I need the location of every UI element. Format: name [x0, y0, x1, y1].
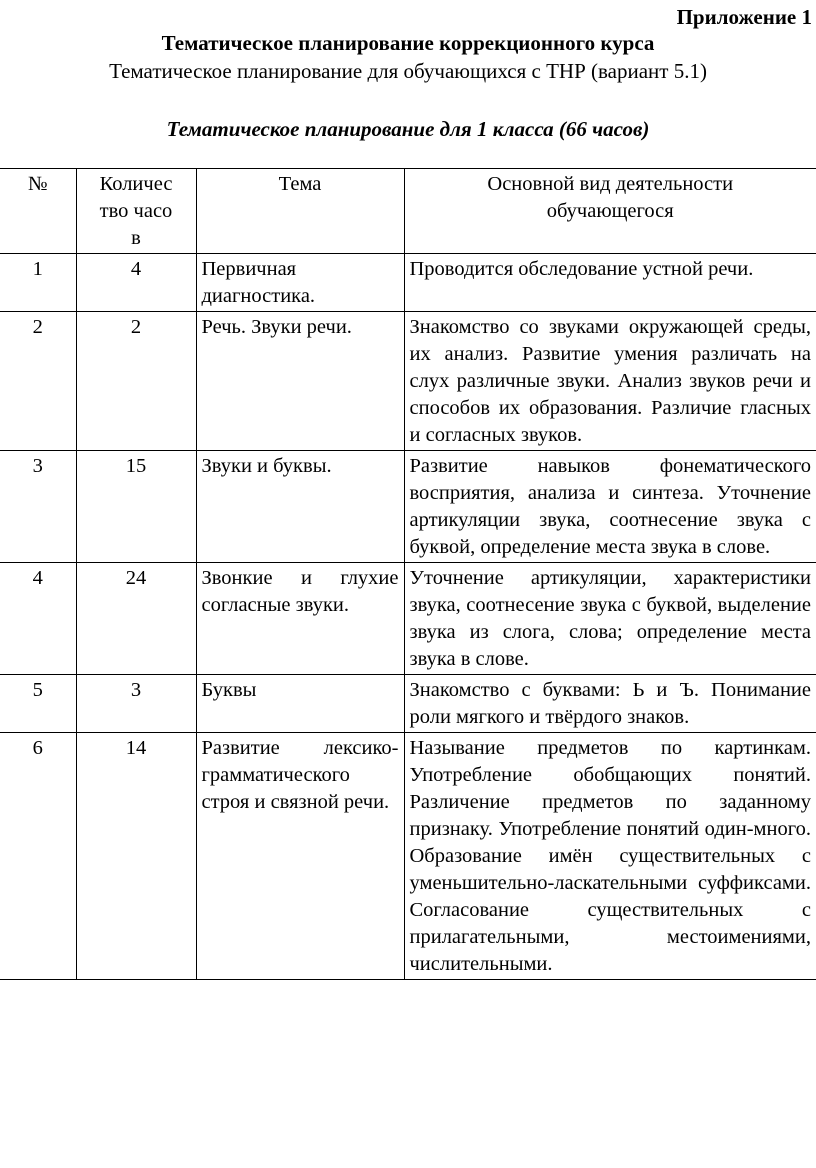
row-topic: Звонкие и глухие согласные звуки. — [196, 563, 404, 675]
row-hours: 15 — [76, 451, 196, 563]
row-hours: 14 — [76, 733, 196, 980]
row-topic: Развитие лексико-грамматического строя и связной речи. — [196, 733, 404, 980]
row-number: 3 — [0, 451, 76, 563]
row-activity: Уточнение артикуляции, характеристики звука, соотнесение звука с буквой, выделение звука из слога, слова; определение места звука в слове. — [404, 563, 816, 675]
table-row — [0, 563, 816, 675]
row-topic: Звуки и буквы. — [196, 451, 404, 563]
column-header-activity: Основной вид деятельности обучающегося — [404, 169, 816, 254]
document-subtitle: Тематическое планирование для обучающихся с ТНР (вариант 5.1) — [109, 59, 707, 83]
row-activity: Знакомство с буквами: Ь и Ъ. Понимание роли мягкого и твёрдого знаков. — [404, 675, 816, 733]
row-topic: Первичная диагностика. — [196, 254, 404, 312]
appendix-label: Приложение 1 — [676, 5, 812, 29]
table-row — [0, 312, 816, 451]
planning-table — [0, 168, 816, 980]
table-row — [0, 254, 816, 312]
table-row — [0, 675, 816, 733]
column-header-hours: Количество часов — [76, 169, 196, 254]
row-topic: Буквы — [196, 675, 404, 733]
row-activity: Проводится обследование устной речи. — [404, 254, 816, 312]
row-number: 6 — [0, 733, 76, 980]
table-header-row — [0, 169, 816, 254]
row-activity: Называние предметов по картинкам. Употребление обобщающих понятий. Различение предметов по заданному признаку. Употребление понятий один-много. Образование имён существительных с уменьшительно-ласкательными суффиксами. Согласование существительных с прилагательными, местоимениями, числительными. — [404, 733, 816, 980]
row-hours: 24 — [76, 563, 196, 675]
row-hours: 3 — [76, 675, 196, 733]
row-hours: 2 — [76, 312, 196, 451]
row-activity: Знакомство со звуками окружающей среды, их анализ. Развитие умения различать на слух различные звуки. Анализ звуков речи и способов их образования. Различие гласных и согласных звуков. — [404, 312, 816, 451]
row-number: 2 — [0, 312, 76, 451]
row-number: 5 — [0, 675, 76, 733]
row-topic: Речь. Звуки речи. — [196, 312, 404, 451]
row-number: 4 — [0, 563, 76, 675]
table-row — [0, 451, 816, 563]
grade-title: Тематическое планирование для 1 класса (66 часов) — [166, 117, 650, 141]
table-row — [0, 733, 816, 980]
row-hours: 4 — [76, 254, 196, 312]
row-number: 1 — [0, 254, 76, 312]
column-header-topic: Тема — [196, 169, 404, 254]
document-title: Тематическое планирование коррекционного курса — [161, 31, 655, 55]
row-activity: Развитие навыков фонематического восприятия, анализа и синтеза. Уточнение артикуляции звука, соотнесение звука с буквой, определение места звука в слове. — [404, 451, 816, 563]
column-header-number: № — [0, 169, 76, 254]
